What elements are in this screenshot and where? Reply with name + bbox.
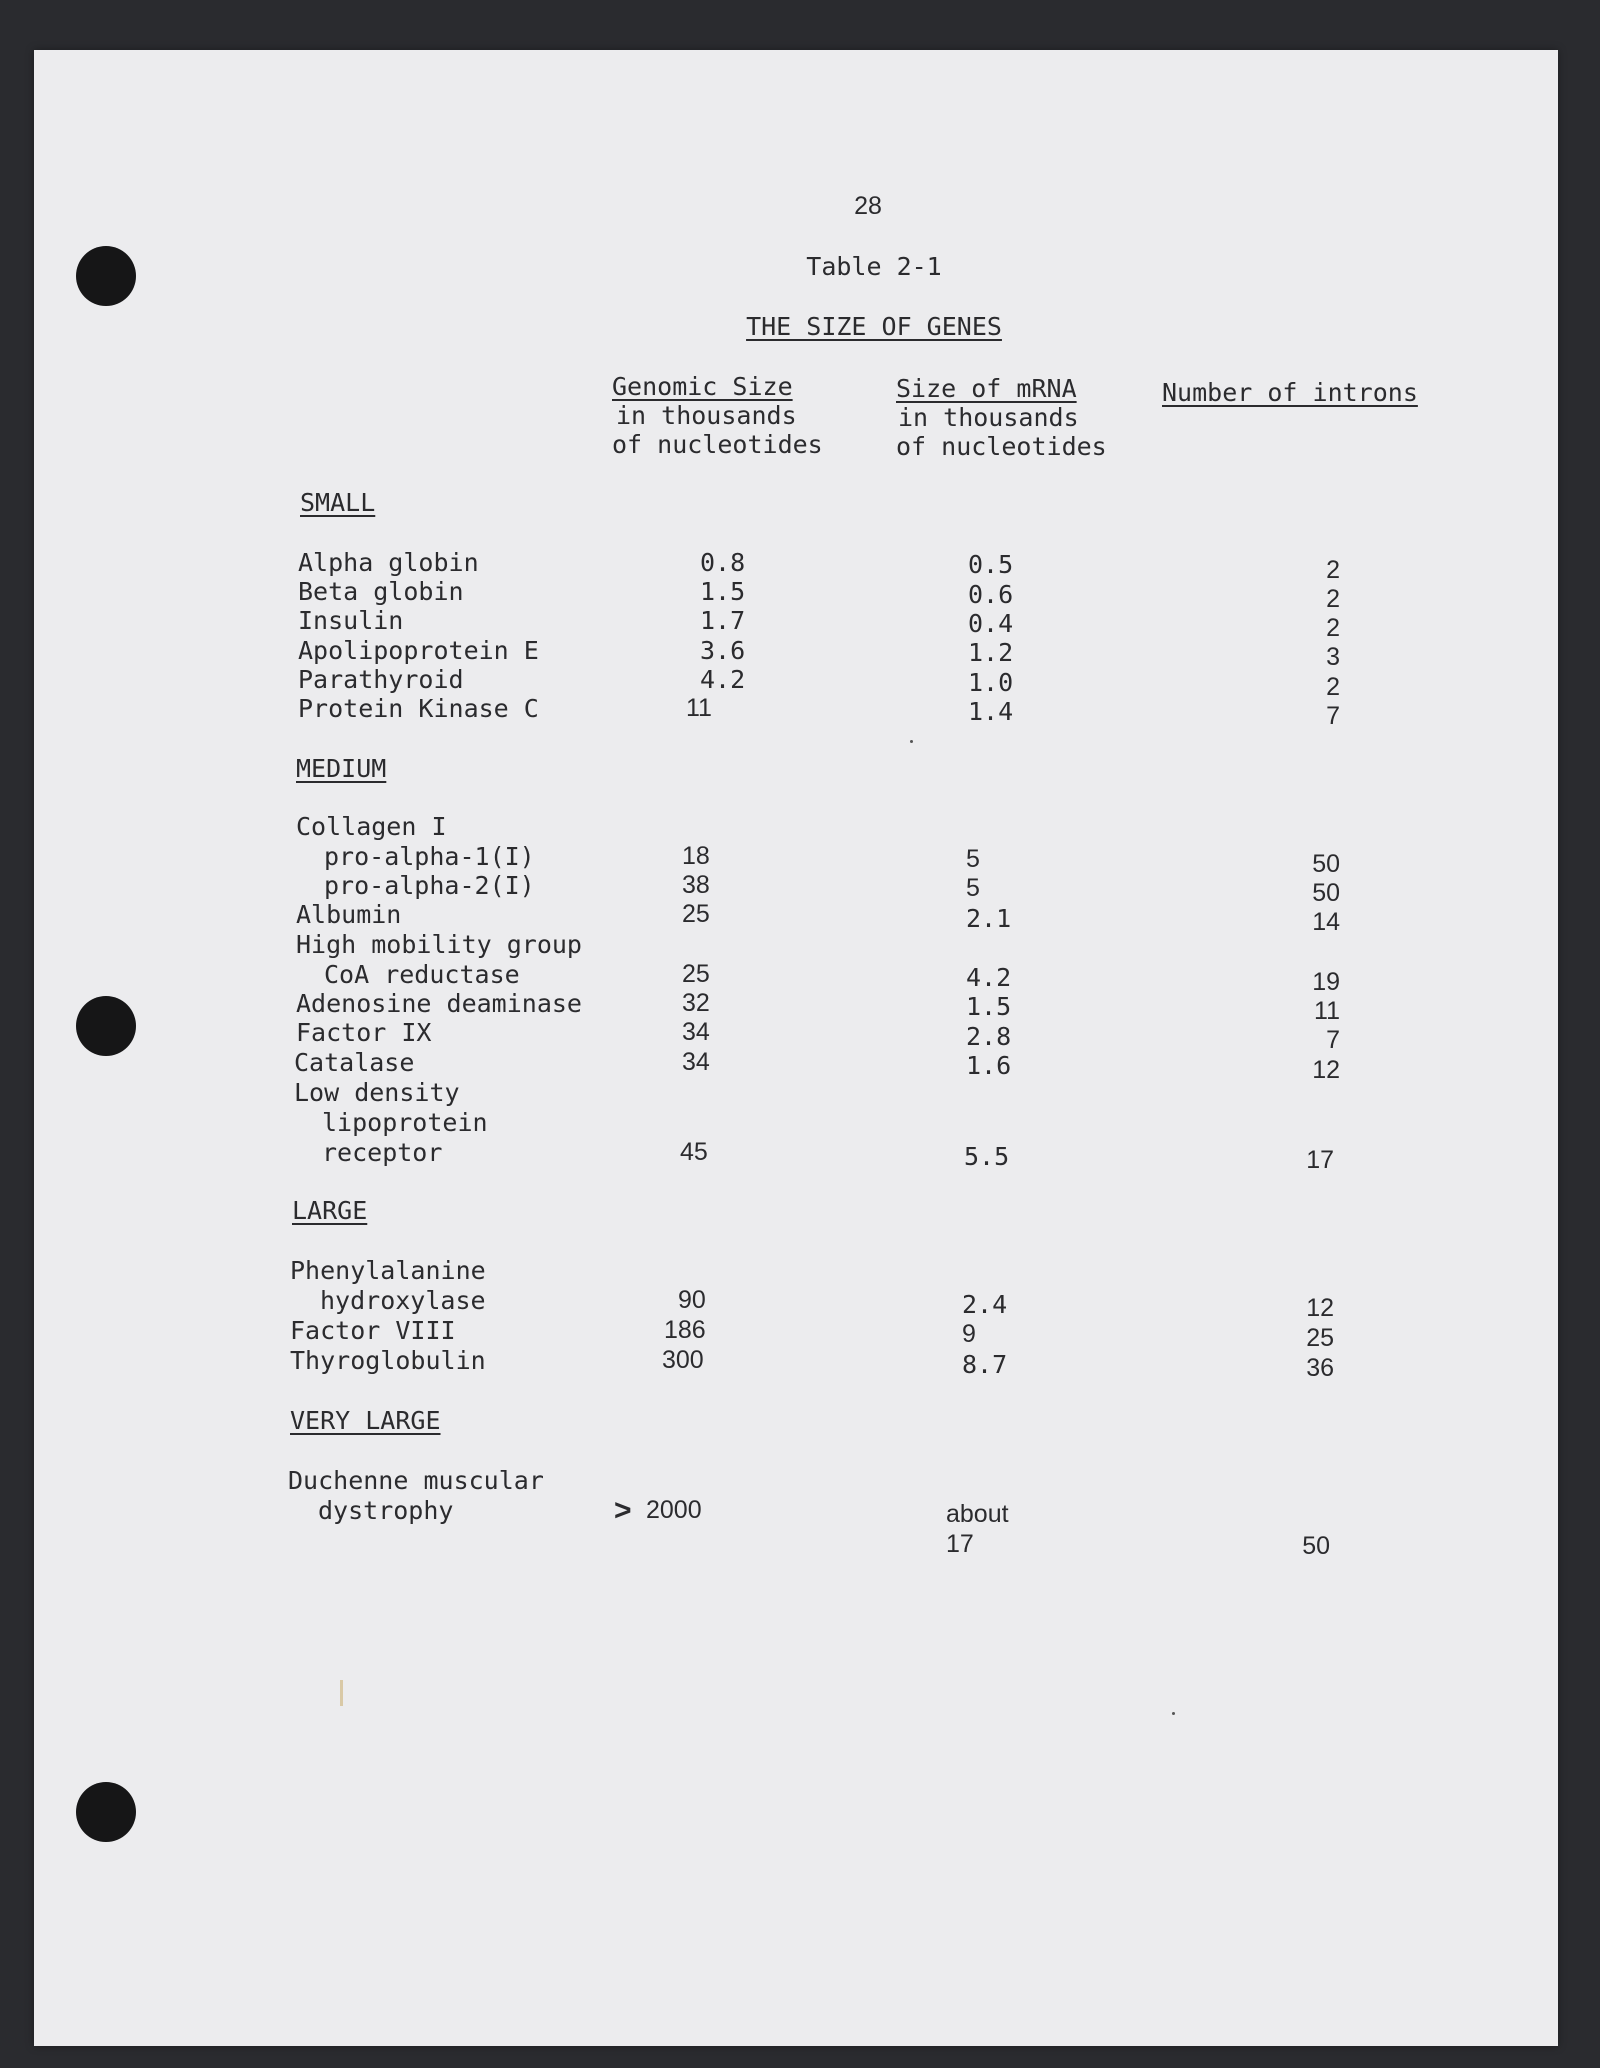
section-large-heading: LARGE xyxy=(292,1196,368,1225)
intron-count: 14 xyxy=(1312,908,1340,936)
gene-name: Protein Kinase C xyxy=(298,694,539,723)
genomic-size: 300 xyxy=(662,1346,704,1374)
mrna-size: 1.6 xyxy=(966,1051,1012,1080)
intron-count: 19 xyxy=(1312,968,1340,996)
gene-name: Catalase xyxy=(294,1048,415,1077)
section-small-heading: SMALL xyxy=(300,488,376,517)
intron-count: 36 xyxy=(1306,1354,1334,1382)
greater-than-mark: > xyxy=(614,1494,632,1527)
gene-name: pro-alpha-2(I) xyxy=(324,871,535,900)
intron-count: 7 xyxy=(1326,1026,1340,1054)
mrna-size: 1.5 xyxy=(966,992,1012,1021)
mrna-size: 8.7 xyxy=(962,1350,1008,1379)
gene-name: Albumin xyxy=(296,900,402,929)
table-label: Table 2-1 xyxy=(806,252,942,281)
genomic-size: 25 xyxy=(682,900,710,928)
intron-count: 2 xyxy=(1326,556,1340,584)
mrna-size: 1.4 xyxy=(968,697,1014,726)
col-genomic-sub2: of nucleotides xyxy=(612,430,823,459)
intron-count: 12 xyxy=(1312,1056,1340,1084)
genomic-size: 1.5 xyxy=(700,577,746,606)
intron-count: 50 xyxy=(1312,879,1340,907)
col-genomic-sub1: in thousands xyxy=(616,401,797,430)
mrna-size: 0.6 xyxy=(968,580,1014,609)
mrna-size: 2.1 xyxy=(966,904,1012,933)
col-mrna-sub2: of nucleotides xyxy=(896,432,1107,461)
genomic-size: 11 xyxy=(686,694,712,722)
genomic-size: 90 xyxy=(678,1286,706,1314)
gene-name: pro-alpha-1(I) xyxy=(324,842,535,871)
mrna-size: 4.2 xyxy=(966,963,1012,992)
punch-hole-middle xyxy=(76,996,136,1056)
mrna-size: 0.4 xyxy=(968,609,1014,638)
mrna-size-approx-label: about xyxy=(946,1500,1009,1528)
col-genomic-header: Genomic Size xyxy=(612,372,793,401)
gene-name: Insulin xyxy=(298,606,404,635)
section-medium-heading: MEDIUM xyxy=(296,754,387,783)
col-introns-header: Number of introns xyxy=(1162,378,1418,407)
mrna-size: 5.5 xyxy=(964,1142,1010,1171)
gene-group-name: lipoprotein xyxy=(322,1108,488,1137)
genomic-size: 34 xyxy=(682,1018,710,1046)
genomic-size: 1.7 xyxy=(700,606,746,635)
gene-name: dystrophy xyxy=(318,1496,454,1525)
mrna-size: 2.4 xyxy=(962,1290,1008,1319)
intron-count: 17 xyxy=(1306,1146,1334,1174)
genomic-size: 3.6 xyxy=(700,636,746,665)
gene-name: Beta globin xyxy=(298,577,464,606)
mrna-size: 5 xyxy=(966,874,980,902)
genomic-size: 18 xyxy=(682,842,710,870)
punch-hole-top xyxy=(76,246,136,306)
gene-name: Factor IX xyxy=(296,1018,432,1047)
gene-group-name: High mobility group xyxy=(296,930,582,959)
genomic-size: 2000 xyxy=(646,1496,702,1524)
gene-name: Factor VIII xyxy=(290,1316,456,1345)
intron-count: 2 xyxy=(1326,614,1340,642)
genomic-size: 0.8 xyxy=(700,548,746,577)
genomic-size: 186 xyxy=(664,1316,706,1344)
intron-count: 2 xyxy=(1326,585,1340,613)
gene-name: Alpha globin xyxy=(298,548,479,577)
mrna-size: 0.5 xyxy=(968,550,1014,579)
gene-name: CoA reductase xyxy=(324,960,520,989)
gene-group-name: Duchenne muscular xyxy=(288,1466,544,1495)
gene-group-name: Phenylalanine xyxy=(290,1256,486,1285)
mrna-size: 9 xyxy=(962,1320,976,1348)
genomic-size: 34 xyxy=(682,1048,710,1076)
intron-count: 7 xyxy=(1326,702,1340,730)
mrna-size: 1.2 xyxy=(968,638,1014,667)
gene-group-name: Collagen I xyxy=(296,812,447,841)
gene-name: Apolipoprotein E xyxy=(298,636,539,665)
genomic-size: 4.2 xyxy=(700,665,746,694)
section-very-large-heading: VERY LARGE xyxy=(290,1406,441,1435)
intron-count: 50 xyxy=(1312,850,1340,878)
genomic-size: 25 xyxy=(682,960,710,988)
intron-count: 11 xyxy=(1314,997,1340,1025)
mrna-size: 1.0 xyxy=(968,668,1014,697)
intron-count: 12 xyxy=(1306,1294,1334,1322)
gene-group-name: Low density xyxy=(294,1078,460,1107)
col-mrna-sub1: in thousands xyxy=(898,403,1079,432)
genomic-size: 38 xyxy=(682,871,710,899)
col-mrna-header: Size of mRNA xyxy=(896,374,1077,403)
gene-name: Thyroglobulin xyxy=(290,1346,486,1375)
gene-name: Parathyroid xyxy=(298,665,464,694)
intron-count: 50 xyxy=(1302,1532,1330,1560)
mrna-size: 2.8 xyxy=(966,1022,1012,1051)
punch-hole-bottom xyxy=(76,1782,136,1842)
table-title: THE SIZE OF GENES xyxy=(746,312,1002,341)
page-number: 28 xyxy=(854,192,882,220)
paper-speck xyxy=(910,740,913,743)
intron-count: 2 xyxy=(1326,673,1340,701)
mrna-size: 17 xyxy=(946,1530,974,1558)
gene-name: Adenosine deaminase xyxy=(296,989,582,1018)
genomic-size: 45 xyxy=(680,1138,708,1166)
intron-count: 3 xyxy=(1326,643,1340,671)
paper-speck xyxy=(1172,1712,1175,1715)
genomic-size: 32 xyxy=(682,989,710,1017)
paper-mark xyxy=(340,1680,343,1706)
intron-count: 25 xyxy=(1306,1324,1334,1352)
gene-name: hydroxylase xyxy=(320,1286,486,1315)
mrna-size: 5 xyxy=(966,845,980,873)
gene-name: receptor xyxy=(322,1138,443,1167)
